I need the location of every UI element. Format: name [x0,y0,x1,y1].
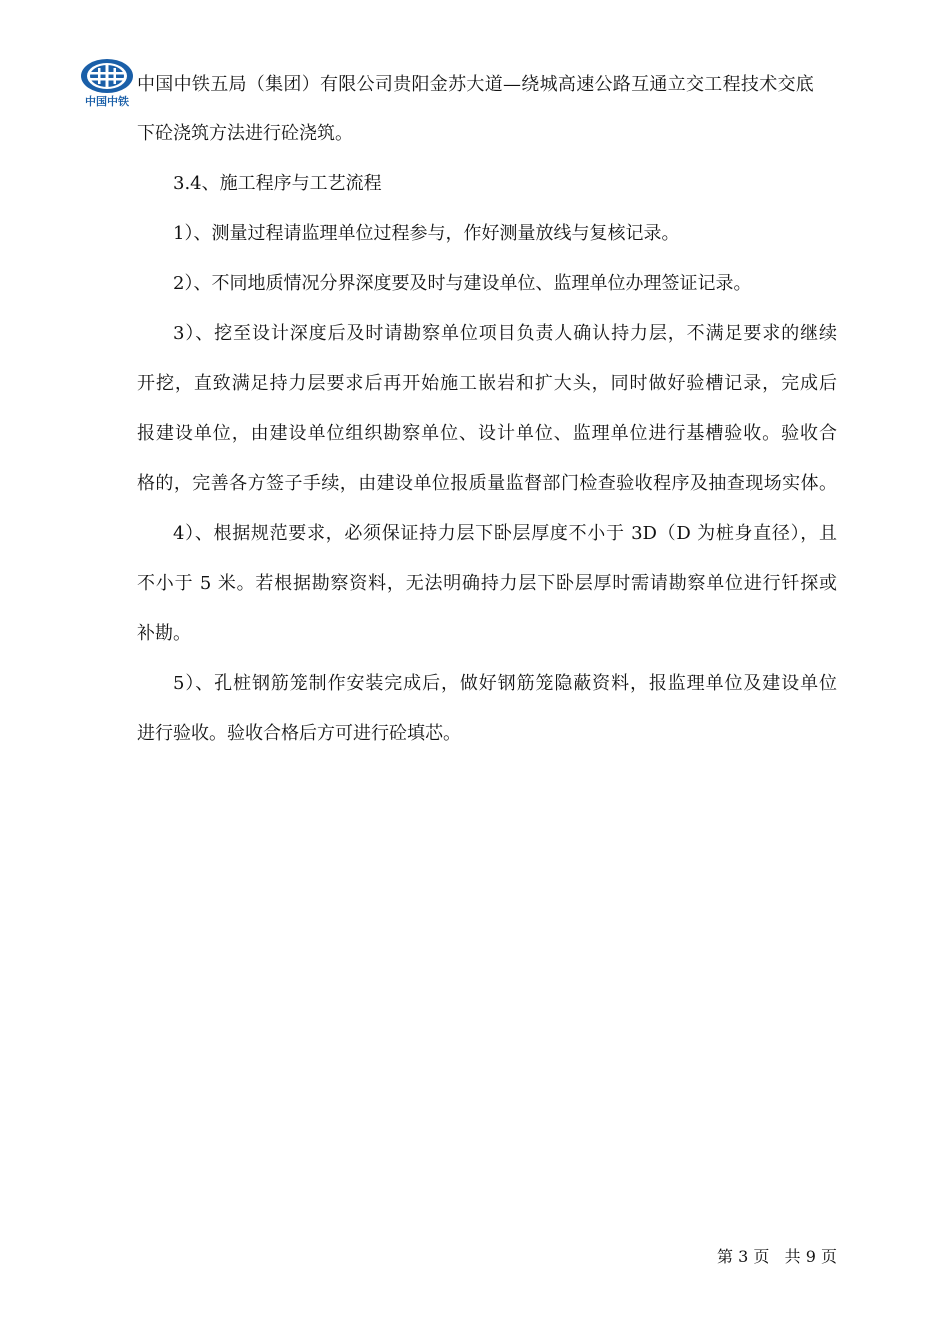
paragraph-line: 5）、孔桩钢筋笼制作安装完成后，做好钢筋笼隐蔽资料，报监理单位及建设单位 [173,673,837,694]
paragraph-line: 下砼浇筑方法进行砼浇筑。 [137,123,353,144]
company-logo [76,58,138,108]
paragraph-line: 3）、挖至设计深度后及时请勘察单位项目负责人确认持力层，不满足要求的继续 [173,323,837,344]
paragraph-line: 进行验收。验收合格后方可进行砼填芯。 [137,723,461,744]
document-body [137,116,837,766]
paragraph-line: 不小于 5 米。若根据勘察资料，无法明确持力层下卧层厚时需请勘察单位进行钎探或 [137,573,837,594]
page-number: 第 3 页 共 9 页 [717,1247,837,1266]
section-heading: 3.4、施工程序与工艺流程 [173,173,382,194]
paragraph-line: 4）、根据规范要求，必须保证持力层下卧层厚度不小于 3D（D 为桩身直径），且 [173,523,837,544]
page-header [76,58,846,108]
paragraph-line: 格的，完善各方签子手续，由建设单位报质量监督部门检查验收程序及抽查现场实体。 [137,473,837,494]
paragraph-line: 1）、测量过程请监理单位过程参与，作好测量放线与复核记录。 [173,223,680,244]
paragraph-line: 补勘。 [137,623,191,644]
logo-text: 中国中铁 [85,95,129,108]
paragraph-line: 2）、不同地质情况分界深度要及时与建设单位、监理单位办理签证记录。 [173,273,752,294]
document-title: 中国中铁五局（集团）有限公司贵阳金苏大道—绕城高速公路互通立交工程技术交底 [137,74,815,95]
paragraph-line: 报建设单位，由建设单位组织勘察单位、设计单位、监理单位进行基槽验收。验收合 [137,423,837,444]
paragraph-line: 开挖，直致满足持力层要求后再开始施工嵌岩和扩大头，同时做好验槽记录，完成后 [137,373,837,394]
